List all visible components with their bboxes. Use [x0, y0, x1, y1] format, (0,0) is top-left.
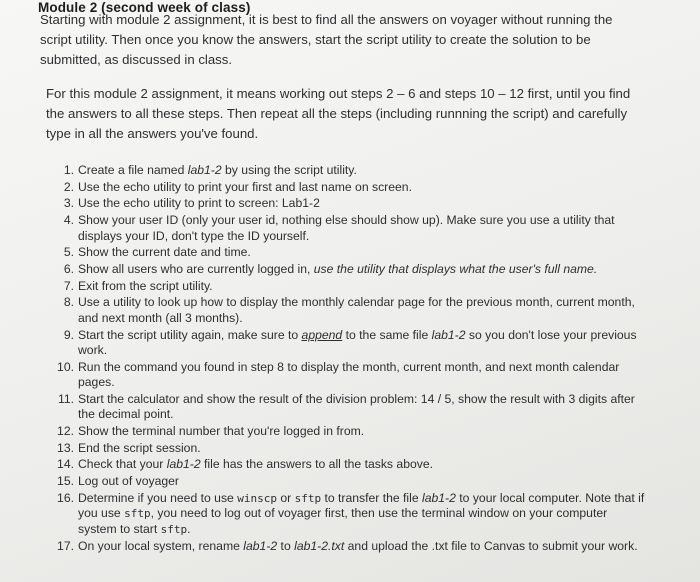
list-item — [48, 295, 648, 326]
list-item — [48, 424, 648, 440]
list-item — [48, 474, 648, 490]
list-item — [48, 491, 648, 538]
step-number: 17. — [57, 538, 74, 553]
step-number: 11. — [57, 391, 74, 406]
step-number: 5. — [63, 245, 74, 260]
list-item — [48, 196, 648, 212]
list-item — [48, 392, 648, 423]
step-number: 7. — [63, 278, 74, 293]
step-text: Run the command you found in step 8 to display the month, current month, and next month calendar pages. — [78, 359, 620, 390]
step-text: End the script session. — [78, 440, 201, 455]
page-title: Module 2 (second week of class) — [38, 0, 251, 15]
step-text: Determine if you need to use winscp or sftp to transfer the file lab1-2 to your local computer. Note that if you use sftp, you need to log out of voyager first, then use the terminal window on your computer system to start sftp. — [78, 490, 645, 536]
step-number: 10. — [57, 359, 74, 374]
list-item — [48, 457, 648, 473]
step-number: 13. — [57, 440, 74, 455]
list-item — [48, 441, 648, 457]
step-text: On your local system, rename lab1-2 to lab1-2.txt and upload the .txt file to Canvas to submit your work. — [78, 538, 638, 553]
step-text: Start the script utility again, make sure to append to the same file lab1-2 so you don't lose your previous work. — [78, 327, 637, 357]
step-number: 16. — [57, 490, 74, 505]
list-item — [48, 180, 648, 196]
step-number: 2. — [63, 179, 74, 194]
step-number: 12. — [57, 424, 74, 439]
instructions-paragraph: For this module 2 assignment, it means working out steps 2 – 6 and steps 10 – 12 first, until you find the answers to all these steps. Then repeat all the steps (including runnning the script) and carefully type in all the answers you've found. — [46, 86, 631, 141]
step-number: 8. — [63, 295, 74, 310]
step-text: Use the echo utility to print to screen: Lab1-2 — [78, 196, 320, 211]
intro-paragraph: Starting with module 2 assignment, it is best to find all the answers on voyager without running the script utility. Then once you know the answers, start the script utility to create the solution to be submitted, as discussed in class. — [40, 12, 613, 67]
list-item — [48, 262, 648, 278]
step-number: 1. — [63, 163, 74, 177]
list-item — [48, 163, 648, 179]
step-number: 3. — [63, 196, 74, 211]
list-item — [48, 279, 648, 295]
step-text: Show all users who are currently logged in, use the utility that displays what the user's full name. — [78, 261, 598, 276]
step-text: Start the calculator and show the result of the division problem: 14 / 5, show the result with 3 digits after the decimal point. — [78, 391, 635, 422]
step-text: Show the current date and time. — [78, 245, 251, 260]
step-number: 4. — [63, 213, 74, 228]
list-item — [48, 245, 648, 261]
list-item — [48, 328, 648, 359]
step-text: Exit from the script utility. — [78, 278, 213, 293]
step-number: 15. — [57, 474, 74, 489]
step-text: Check that your lab1-2 file has the answers to all the tasks above. — [78, 457, 434, 472]
step-text: Create a file named lab1-2 by using the script utility. — [78, 163, 357, 177]
step-number: 14. — [57, 457, 74, 472]
step-number: 6. — [63, 261, 74, 276]
step-number: 9. — [63, 327, 74, 342]
steps-list — [48, 163, 648, 555]
step-text: Log out of voyager — [78, 474, 179, 489]
list-item — [48, 213, 648, 244]
step-text: Use the echo utility to print your first and last name on screen. — [78, 179, 412, 194]
step-text: Show your user ID (only your user id, nothing else should show up). Make sure you use a utility that displays your ID, don't type the ID yourself. — [78, 213, 615, 243]
step-text: Use a utility to look up how to display the monthly calendar page for the previous month, current month, and next month (all 3 months). — [78, 295, 635, 325]
list-item — [48, 539, 648, 555]
list-item — [48, 360, 648, 391]
step-text: Show the terminal number that you're logged in from. — [78, 424, 365, 439]
